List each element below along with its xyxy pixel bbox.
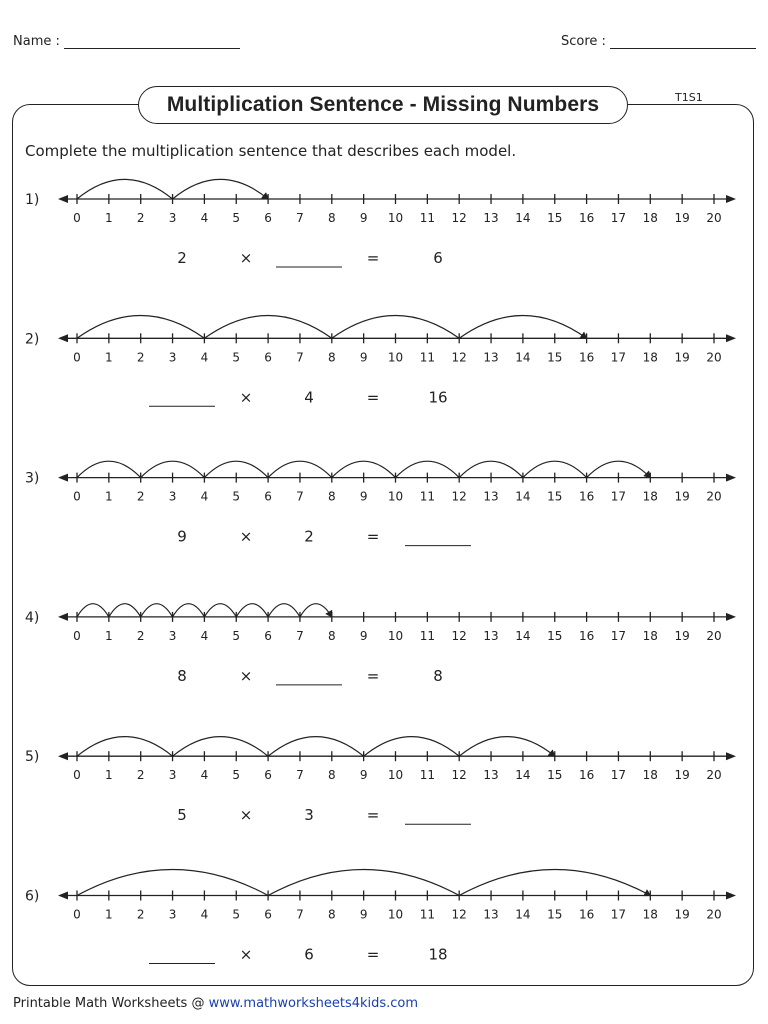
hop-arc: [236, 604, 268, 617]
tick-label: 1: [105, 350, 113, 365]
tick-label: 18: [642, 350, 658, 365]
tick-label: 3: [168, 350, 177, 365]
tick-label: 18: [642, 628, 658, 643]
tick-label: 2: [136, 628, 145, 643]
tick-label: 0: [73, 768, 81, 783]
tick-label: 5: [232, 768, 241, 783]
tick-label: 1: [105, 489, 113, 504]
tick-label: 14: [515, 768, 531, 783]
problem-1: [25, 179, 736, 267]
problem-label: 5): [25, 749, 40, 766]
sentence-number: 8: [433, 666, 443, 685]
tick-label: 12: [451, 350, 467, 365]
times-sign: ×: [239, 249, 253, 267]
arrow-right-icon: [726, 195, 736, 203]
tick-label: 5: [232, 350, 241, 365]
problem-label: 4): [25, 609, 40, 626]
tick-label: 9: [359, 907, 368, 922]
equals-sign: =: [366, 945, 380, 964]
arrow-left-icon: [58, 613, 68, 621]
equals-sign: =: [366, 249, 380, 267]
tick-label: 1: [105, 628, 113, 643]
tick-label: 20: [706, 350, 722, 365]
tick-label: 2: [136, 768, 145, 783]
tick-label: 14: [515, 350, 531, 365]
hop-arc: [173, 737, 269, 757]
tick-label: 10: [387, 350, 404, 365]
sentence-number: 6: [433, 249, 443, 267]
tick-label: 15: [547, 907, 563, 922]
tick-label: 19: [674, 768, 690, 783]
tick-label: 18: [642, 211, 658, 225]
tick-label: 11: [419, 628, 435, 643]
tick-label: 13: [483, 907, 499, 922]
equals-sign: =: [366, 388, 380, 407]
tick-label: 19: [674, 211, 690, 225]
tick-label: 18: [642, 489, 658, 504]
tick-label: 7: [296, 768, 304, 783]
footer-prefix: Printable Math Worksheets @: [13, 996, 209, 1011]
tick-label: 16: [578, 768, 595, 783]
tick-label: 17: [610, 907, 627, 922]
sentence-number: 2: [304, 527, 314, 546]
tick-label: 17: [610, 350, 627, 365]
tick-label: 14: [515, 211, 531, 225]
tick-label: 8: [327, 768, 336, 783]
score-label: Score :: [561, 34, 606, 49]
tick-label: 12: [451, 768, 467, 783]
tick-label: 11: [419, 768, 435, 783]
arrow-right-icon: [726, 613, 736, 621]
tick-label: 9: [359, 350, 368, 365]
tick-label: 16: [578, 628, 595, 643]
tick-label: 7: [296, 907, 304, 922]
tick-label: 12: [451, 907, 467, 922]
hop-arc: [364, 737, 460, 757]
tick-label: 10: [387, 628, 404, 643]
sentence-number: 5: [177, 806, 187, 825]
tick-label: 2: [136, 211, 145, 225]
tick-label: 10: [387, 768, 404, 783]
tick-label: 19: [674, 350, 690, 365]
tick-label: 1: [105, 907, 113, 922]
times-sign: ×: [239, 388, 253, 407]
tick-label: 11: [419, 350, 435, 365]
tick-label: 4: [200, 907, 209, 922]
tick-label: 9: [359, 768, 368, 783]
sentence-number: 4: [304, 388, 314, 407]
tick-label: 6: [264, 768, 272, 783]
hop-arc: [77, 604, 109, 617]
arrow-left-icon: [58, 892, 68, 900]
times-sign: ×: [239, 806, 253, 825]
equals-sign: =: [366, 527, 380, 546]
tick-label: 2: [136, 350, 145, 365]
tick-label: 1: [105, 211, 113, 225]
hop-arc: [173, 604, 205, 617]
tick-label: 5: [232, 211, 241, 225]
tick-label: 16: [578, 907, 595, 922]
hop-arc: [204, 604, 236, 617]
tick-label: 20: [706, 768, 722, 783]
arrow-left-icon: [58, 334, 68, 342]
tick-label: 15: [547, 489, 563, 504]
tick-label: 11: [419, 489, 435, 504]
tick-label: 14: [515, 628, 531, 643]
tick-label: 20: [706, 489, 722, 504]
hop-arc: [77, 737, 173, 757]
tick-label: 15: [547, 768, 563, 783]
tick-label: 4: [200, 768, 209, 783]
tick-label: 18: [642, 907, 658, 922]
arrow-right-icon: [726, 334, 736, 342]
tick-label: 5: [232, 489, 241, 504]
tick-label: 11: [419, 907, 435, 922]
sentence-number: 9: [177, 527, 187, 546]
sentence-number: 3: [304, 806, 314, 825]
tick-label: 9: [359, 211, 368, 225]
tick-label: 4: [200, 211, 209, 225]
arrow-right-icon: [726, 892, 736, 900]
tick-label: 5: [232, 907, 241, 922]
tick-label: 3: [168, 211, 177, 225]
times-sign: ×: [239, 666, 253, 685]
tick-label: 7: [296, 211, 304, 225]
instructions: Complete the multiplication sentence that describes each model.: [25, 142, 517, 160]
tick-label: 4: [200, 350, 209, 365]
problem-4: [25, 604, 736, 685]
problem-6: [25, 870, 736, 964]
tick-label: 17: [610, 628, 627, 643]
tick-label: 8: [327, 628, 336, 643]
tick-label: 12: [451, 489, 467, 504]
arrow-right-icon: [726, 474, 736, 482]
tick-label: 8: [327, 907, 336, 922]
sentence-number: 16: [428, 388, 448, 407]
hop-arc: [77, 179, 173, 199]
problem-2: [25, 316, 736, 407]
tick-label: 13: [483, 768, 499, 783]
problem-label: 6): [25, 888, 40, 905]
hop-arc: [109, 604, 141, 617]
hop-arc: [459, 737, 555, 757]
hop-arc: [268, 737, 364, 757]
tick-label: 3: [168, 768, 177, 783]
worksheet-code: T1S1: [675, 91, 703, 104]
tick-label: 2: [136, 489, 145, 504]
tick-label: 15: [547, 350, 563, 365]
problem-label: 3): [25, 470, 40, 487]
tick-label: 10: [387, 907, 404, 922]
problem-3: [25, 461, 736, 545]
arrow-right-icon: [726, 752, 736, 760]
arrow-left-icon: [58, 474, 68, 482]
name-label: Name :: [13, 34, 60, 49]
tick-label: 7: [296, 350, 304, 365]
tick-label: 13: [483, 211, 499, 225]
tick-label: 14: [515, 489, 531, 504]
tick-label: 7: [296, 489, 304, 504]
tick-label: 3: [168, 907, 177, 922]
tick-label: 9: [359, 489, 368, 504]
tick-label: 11: [419, 211, 435, 225]
tick-label: 10: [387, 211, 404, 225]
tick-label: 0: [73, 350, 81, 365]
tick-label: 20: [706, 907, 722, 922]
tick-label: 14: [515, 907, 531, 922]
tick-label: 17: [610, 489, 627, 504]
tick-label: 3: [168, 489, 177, 504]
tick-label: 15: [547, 211, 563, 225]
tick-label: 0: [73, 211, 81, 225]
tick-label: 6: [264, 350, 272, 365]
tick-label: 8: [327, 350, 336, 365]
sentence-number: 8: [177, 666, 187, 685]
tick-label: 6: [264, 907, 272, 922]
tick-label: 6: [264, 211, 272, 225]
tick-label: 8: [327, 211, 336, 225]
tick-label: 0: [73, 628, 81, 643]
arrow-left-icon: [58, 195, 68, 203]
problem-5: [25, 737, 736, 825]
tick-label: 17: [610, 211, 627, 225]
tick-label: 16: [578, 489, 595, 504]
problem-label: 1): [25, 192, 40, 208]
tick-label: 8: [327, 489, 336, 504]
tick-label: 0: [73, 907, 81, 922]
tick-label: 1: [105, 768, 113, 783]
sentence-number: 2: [177, 249, 187, 267]
sentence-number: 18: [428, 945, 448, 964]
tick-label: 2: [136, 907, 145, 922]
tick-label: 3: [168, 628, 177, 643]
hop-arc: [173, 179, 269, 199]
tick-label: 9: [359, 628, 368, 643]
tick-label: 12: [451, 628, 467, 643]
hop-arc: [268, 604, 300, 617]
tick-label: 19: [674, 489, 690, 504]
problem-label: 2): [25, 331, 40, 348]
equals-sign: =: [366, 806, 380, 825]
tick-label: 10: [387, 489, 404, 504]
tick-label: 19: [674, 907, 690, 922]
arrow-left-icon: [58, 752, 68, 760]
tick-label: 16: [578, 211, 595, 225]
tick-label: 0: [73, 489, 81, 504]
tick-label: 4: [200, 489, 209, 504]
tick-label: 4: [200, 628, 209, 643]
sentence-number: 6: [304, 945, 314, 964]
tick-label: 7: [296, 628, 304, 643]
tick-label: 6: [264, 628, 272, 643]
hop-arc: [141, 604, 173, 617]
worksheet-title: Multiplication Sentence - Missing Numbers: [138, 86, 628, 124]
tick-label: 13: [483, 628, 499, 643]
equals-sign: =: [366, 666, 380, 685]
footer-link[interactable]: www.mathworksheets4kids.com: [208, 996, 419, 1011]
footer: [13, 996, 418, 1011]
tick-label: 20: [706, 628, 722, 643]
tick-label: 12: [451, 211, 467, 225]
times-sign: ×: [239, 945, 253, 964]
hop-arc: [300, 604, 332, 617]
tick-label: 5: [232, 628, 241, 643]
times-sign: ×: [239, 527, 253, 546]
tick-label: 16: [578, 350, 595, 365]
tick-label: 20: [706, 211, 722, 225]
tick-label: 19: [674, 628, 690, 643]
tick-label: 18: [642, 768, 658, 783]
tick-label: 15: [547, 628, 563, 643]
tick-label: 13: [483, 489, 499, 504]
tick-label: 17: [610, 768, 627, 783]
tick-label: 6: [264, 489, 272, 504]
tick-label: 13: [483, 350, 499, 365]
